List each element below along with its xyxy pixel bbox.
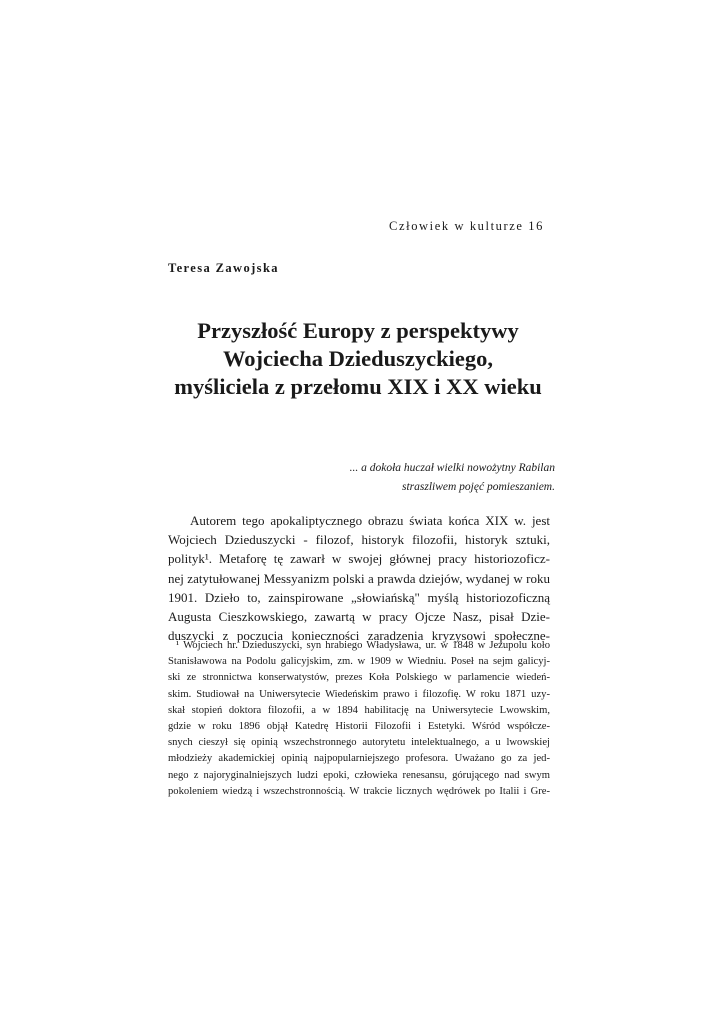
footnote-line: skim. Studiował na Uniwersytecie Wiedeńskim prawo i filozofię. W roku 1871 uzy- xyxy=(168,688,550,700)
body-line: Autorem tego apokaliptycznego obrazu świata końca XIX w. jest xyxy=(190,513,550,528)
footnote-line: skał stopień doktora filozofii, a w 1894 habilitację na Uniwersytecie Lwowskim, xyxy=(168,704,550,716)
footnote-line: pokoleniem wiedzą i wszechstronnością. W trakcie licznych wędrówek po Italii i Gre- xyxy=(168,785,550,797)
series-header: Człowiek w kulturze 16 xyxy=(389,219,544,233)
body-line: polityk¹. Metaforę tę zawarł w swojej głównej pracy historiozoficz- xyxy=(168,551,550,567)
body-line: duszycki z poczucia konieczności zaradzenia kryzysowi społeczne- xyxy=(168,628,550,644)
footnote-line: nego z najoryginalniejszych ludzi epoki, człowieka renesansu, górującego nad swym xyxy=(168,769,550,781)
footnote-line: młodzieży akademickiej opinią najpopularniejszego profesora. Uważano go za jed- xyxy=(168,753,550,765)
footnote-line: Stanisławowa na Podolu galicyjskim, zm. w 1909 w Wiedniu. Poseł na sejm galicyj- xyxy=(168,656,550,668)
body-line: 1901. Dzieło to, zainspirowane „słowiańską" myślą historiozoficzną xyxy=(168,589,550,605)
epigraph-line: ... a dokoła huczał wielki nowożytny Rabilan xyxy=(349,462,555,474)
body-line: Wojciech Dzieduszycki - filozof, historyk filozofii, historyk sztuki, xyxy=(168,532,550,548)
body-line: nej zatytułowanej Messyanizm polski a prawda dziejów, wydanej w roku xyxy=(168,570,550,586)
title-line: Wojciecha Dzieduszyckiego, xyxy=(223,346,493,371)
title-line: Przyszłość Europy z perspektywy xyxy=(197,318,519,343)
footnote-line: snych cieszył się opinią wszechstronnego autorytetu intelektualnego, a u lwowskiej xyxy=(168,737,550,749)
body-paragraph xyxy=(168,511,550,645)
title-line: myśliciela z przełomu XIX i XX wieku xyxy=(174,374,542,399)
footnote-line: ¹ Wojciech hr. Dzieduszycki, syn hrabiego Władysława, ur. w 1848 w Jezupolu koło xyxy=(176,640,550,651)
footnote xyxy=(168,638,550,800)
epigraph-line: straszliwem pojęć pomieszaniem. xyxy=(401,481,555,493)
epigraph xyxy=(300,459,555,497)
article-title xyxy=(168,317,548,401)
footnote-line: ski ze stronnictwa konserwatystów, prezes Koła Polskiego w parlamencie wiedeń- xyxy=(168,672,550,684)
body-line: Augusta Cieszkowskiego, zawartą w pracy Ojcze Nasz, pisał Dzie- xyxy=(168,609,550,625)
footnote-line: gdzie w roku 1896 objął Katedrę Historii Filozofii i Estetyki. Wśród współcze- xyxy=(168,721,550,733)
author-name: Teresa Zawojska xyxy=(168,261,279,275)
